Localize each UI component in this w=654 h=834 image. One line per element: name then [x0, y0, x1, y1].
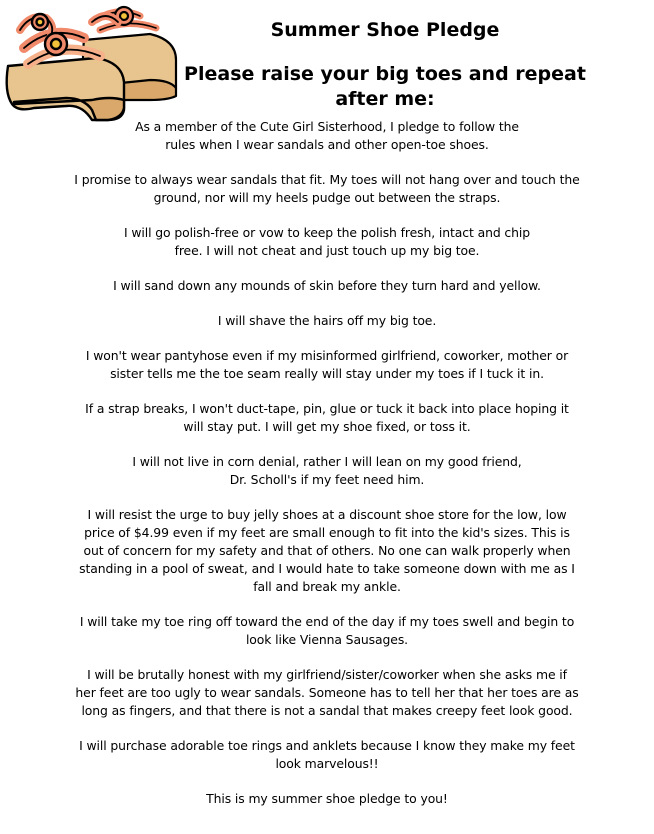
paragraph-line: long as fingers, and that there is not a sandal that makes creepy feet look good. — [81, 703, 573, 718]
paragraph-line: I will purchase adorable toe rings and anklets because I know they make my feet — [79, 738, 575, 753]
paragraph-line: will stay put. I will get my shoe fixed, or toss it. — [183, 419, 471, 434]
pledge-paragraph — [0, 277, 654, 295]
subtitle-line: after me: — [335, 88, 435, 110]
paragraph-line: I will be brutally honest with my girlfriend/sister/coworker when she asks me if — [87, 667, 567, 682]
paragraph-line: If a strap breaks, I won't duct-tape, pin, glue or tuck it back into place hoping it — [85, 401, 569, 416]
pledge-paragraph — [0, 312, 654, 330]
paragraph-line: out of concern for my safety and that of others. No one can walk properly when — [83, 543, 571, 558]
paragraph-line: I will go polish-free or vow to keep the polish fresh, intact and chip — [123, 225, 531, 240]
paragraph-line: I will resist the urge to buy jelly shoes at a discount shoe store for the low, low — [87, 507, 567, 522]
pledge-paragraph — [0, 666, 654, 720]
paragraph-line: I won't wear pantyhose even if my misinformed girlfriend, coworker, mother or — [85, 348, 569, 363]
paragraph-line: rules when I wear sandals and other open-toe shoes. — [165, 137, 489, 152]
paragraph-line: I promise to always wear sandals that fit. My toes will not hang over and touch the — [74, 172, 580, 187]
subtitle-line: Please raise your big toes and repeat — [184, 63, 586, 85]
paragraph-line: As a member of the Cute Girl Sisterhood, I pledge to follow the — [135, 119, 519, 134]
pledge-paragraph — [0, 506, 654, 596]
paragraph-line: I will take my toe ring off toward the end of the day if my toes swell and begin to — [79, 614, 575, 629]
paragraph-line: free. I will not cheat and just touch up my big toe. — [174, 243, 480, 258]
paragraph-line: sister tells me the toe seam really will stay under my toes if I tuck it in. — [110, 366, 544, 381]
paragraph-line: look like Vienna Sausages. — [245, 632, 409, 647]
paragraph-line: fall and break my ankle. — [253, 579, 401, 594]
page-title: Summer Shoe Pledge — [270, 19, 500, 41]
pledge-closing — [0, 790, 654, 808]
pledge-paragraph — [0, 171, 654, 207]
pledge-body — [0, 118, 654, 825]
pledge-paragraph — [0, 453, 654, 489]
pledge-paragraph — [0, 400, 654, 436]
pledge-paragraph — [0, 737, 654, 773]
paragraph-line: look marvelous!! — [275, 756, 379, 771]
page-subtitle — [180, 62, 590, 112]
paragraph-line: I will not live in corn denial, rather I will lean on my good friend, — [132, 454, 522, 469]
pledge-paragraph — [0, 224, 654, 260]
paragraph-line: I will sand down any mounds of skin before they turn hard and yellow. — [113, 278, 541, 293]
paragraph-line: Dr. Scholl's if my feet need him. — [229, 472, 425, 487]
paragraph-line: ground, nor will my heels pudge out between the straps. — [153, 190, 501, 205]
paragraph-line: her feet are too ugly to wear sandals. Someone has to tell her that her toes are as — [75, 685, 579, 700]
paragraph-line: price of $4.99 even if my feet are small enough to fit into the kid's sizes. This is — [84, 525, 570, 540]
paragraph-line: standing in a pool of sweat, and I would hate to take someone down with me as I — [79, 561, 575, 576]
pledge-paragraph — [0, 347, 654, 383]
pledge-paragraph — [0, 118, 654, 154]
pledge-paragraph — [0, 613, 654, 649]
paragraph-line: This is my summer shoe pledge to you! — [206, 791, 448, 806]
paragraph-line: I will shave the hairs off my big toe. — [217, 313, 437, 328]
platform-sandals-icon — [0, 0, 184, 124]
